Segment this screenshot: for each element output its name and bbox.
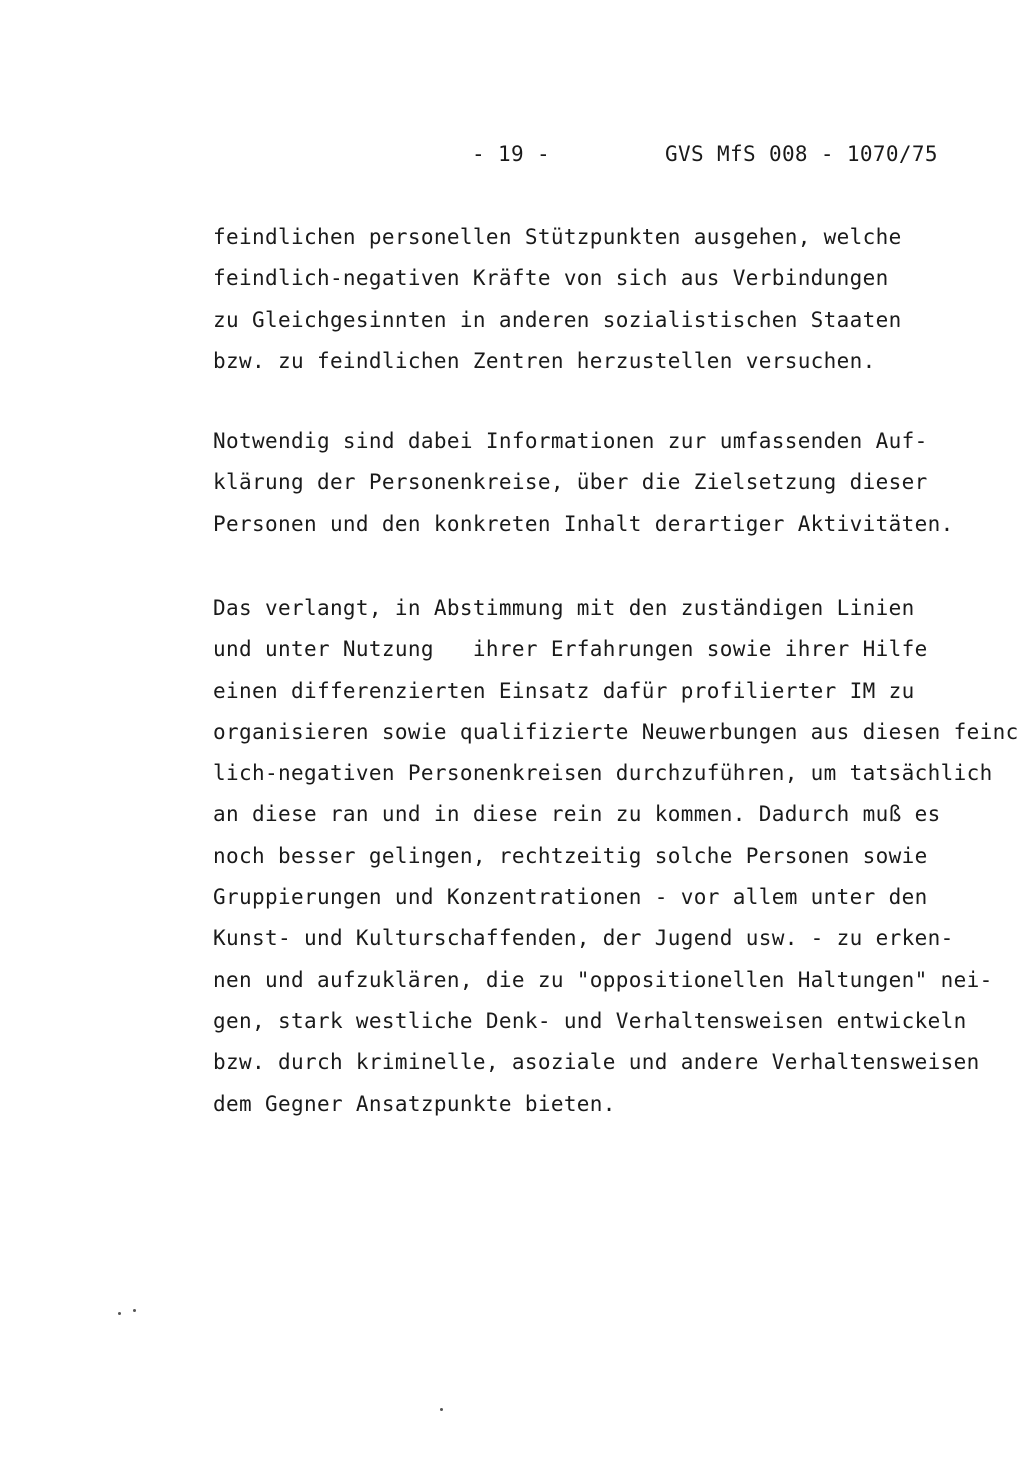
text-line: bzw. zu feindlichen Zentren herzustellen versuchen. [213,348,876,373]
text-line: dem Gegner Ansatzpunkte bieten. [213,1091,616,1116]
paragraph-2 [213,421,1013,545]
text-line: feindlich-negativen Kräfte von sich aus Verbindungen [213,266,889,291]
text-line: gen, stark westliche Denk- und Verhaltensweisen entwickeln [213,1008,967,1033]
text-line: bzw. durch kriminelle, asoziale und andere Verhaltensweisen [213,1050,980,1075]
text-line: Personen und den konkreten Inhalt derartiger Aktivitäten. [213,511,954,536]
paragraph-1 [213,217,1013,382]
text-line: Das verlangt, in Abstimmung mit den zuständigen Linien [213,596,915,620]
text-line: Gruppierungen und Konzentrationen - vor allem unter den [213,885,928,910]
text-line: feindlichen personellen Stützpunkten ausgehen, welche [213,225,902,249]
text-line: einen differenzierten Einsatz dafür profilierter IM zu [213,678,915,703]
text-line: organisieren sowie qualifizierte Neuwerbungen aus diesen feinc [213,719,1019,744]
paragraph-3 [213,588,1019,1125]
text-line: und unter Nutzung ihrer Erfahrungen sowie ihrer Hilfe [213,637,928,662]
text-line: zu Gleichgesinnten in anderen sozialistischen Staaten [213,307,902,332]
text-line: an diese ran und in diese rein zu kommen. Dadurch muß es [213,802,941,827]
text-line: klärung der Personenkreise, über die Zielsetzung dieser [213,470,928,495]
document-reference: GVS MfS 008 - 1070/75 [665,142,938,166]
scan-speck [133,1309,136,1312]
text-line: lich-negativen Personenkreisen durchzuführen, um tatsächlich [213,761,993,786]
scan-speck [440,1408,443,1411]
text-line: nen und aufzuklären, die zu "oppositionellen Haltungen" nei- [213,967,993,992]
text-line: noch besser gelingen, rechtzeitig solche Personen sowie [213,843,928,868]
text-line: Notwendig sind dabei Informationen zur umfassenden Auf- [213,429,928,453]
page-number: - 19 - [472,142,550,166]
text-line: Kunst- und Kulturschaffenden, der Jugend usw. - zu erken- [213,926,954,951]
scan-speck [118,1312,121,1315]
